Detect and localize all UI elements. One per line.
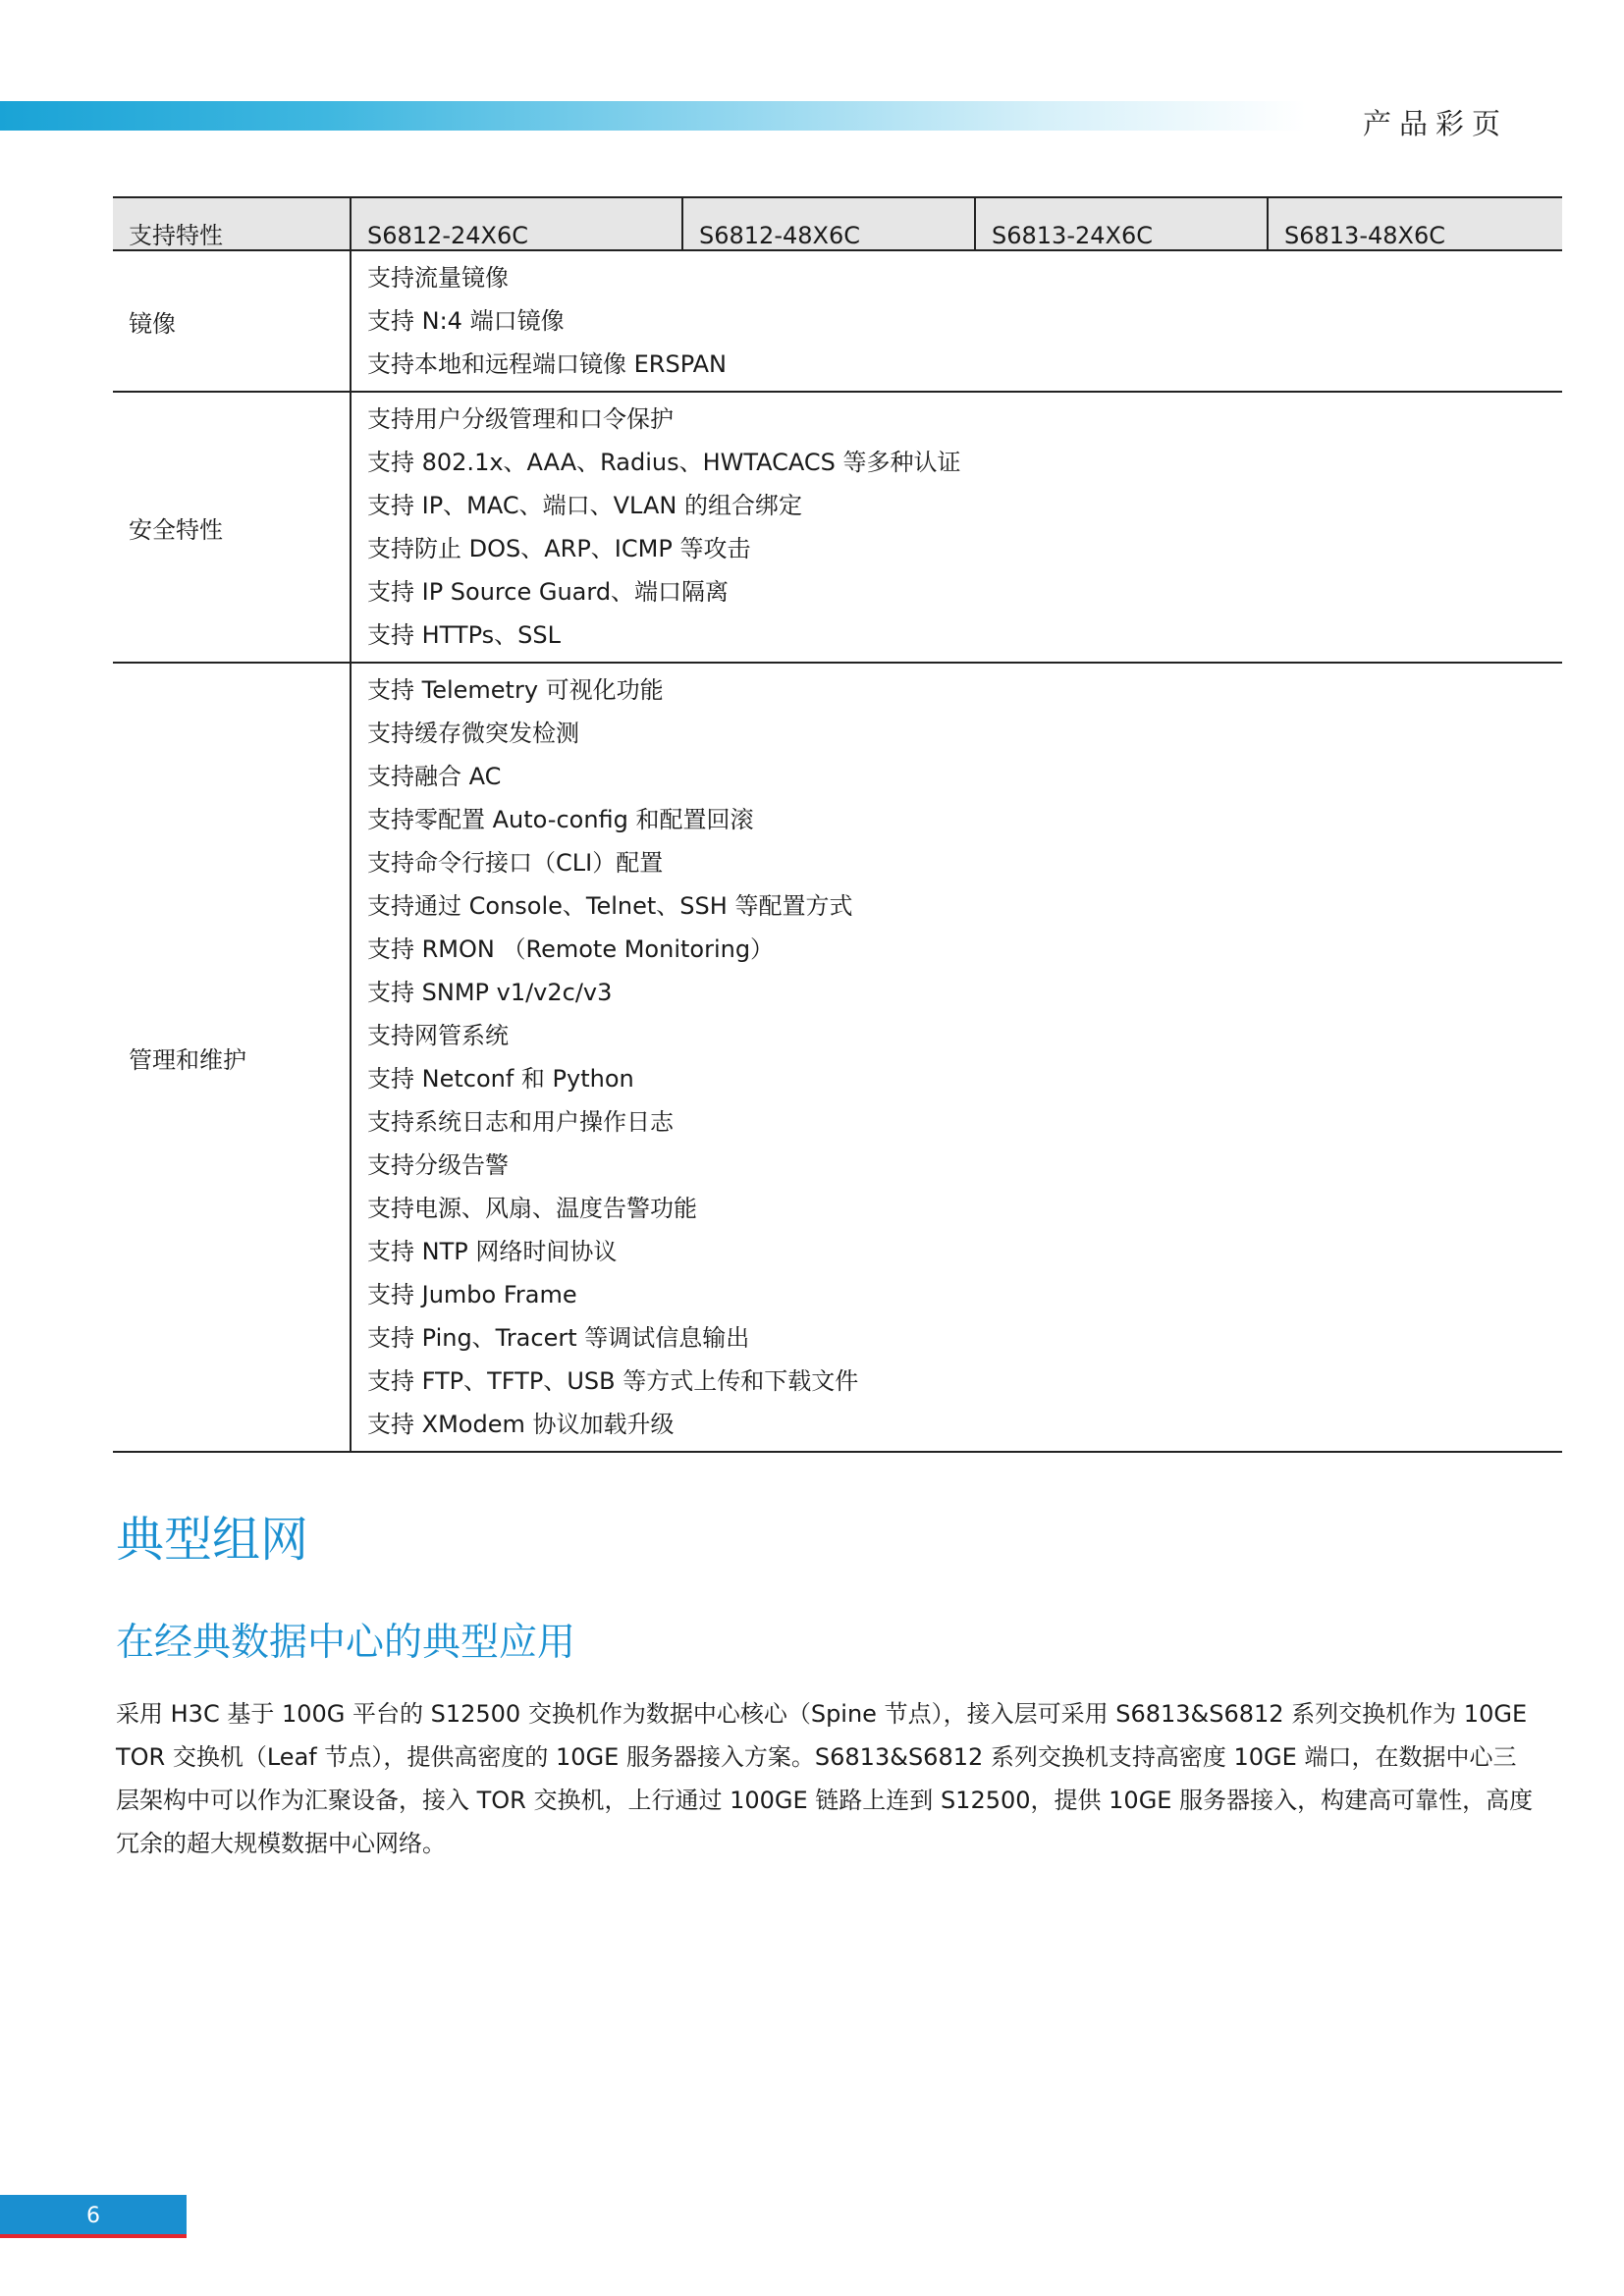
feature-item: 支持 HTTPs、SSL — [367, 621, 561, 649]
feature-item: 支持网管系统 — [367, 1022, 509, 1049]
table-header-row — [113, 197, 1562, 250]
table-row — [113, 392, 1562, 663]
feature-item: 支持电源、风扇、温度告警功能 — [367, 1195, 697, 1222]
feature-item: 支持 Netconf 和 Python — [367, 1065, 634, 1093]
feature-item: 支持命令行接口（CLI）配置 — [367, 849, 664, 877]
page-number: 6 — [0, 2195, 187, 2238]
section-paragraph: 采用 H3C 基于 100G 平台的 S12500 交换机作为数据中心核心（Spine 节点），接入层可采用 S6813&S6812 系列交换机作为 10GE TOR 交换机（Leaf 节点），提供高密度的 10GE 服务器接入方案。S6813&S6812 系列交换机支持高密度 10GE 端口，在数据中心三层架构中可以作为汇聚设备，接入 TOR 交换机，上行通过 100GE 链路上连到 S12500，提供 10GE 服务器接入，构建高可靠性，高度冗余的超大规模数据中心网络。 — [116, 1700, 1534, 1857]
feature-item: 支持分级告警 — [367, 1151, 509, 1179]
column-header-model: S6812-24X6C — [351, 197, 682, 250]
feature-item: 支持 SNMP v1/v2c/v3 — [367, 979, 613, 1006]
section-heading: 典型组网 — [116, 1512, 309, 1568]
table-row — [113, 663, 1562, 1452]
feature-item: 支持通过 Console、Telnet、SSH 等配置方式 — [367, 892, 853, 920]
table-row — [113, 250, 1562, 392]
feature-group-name: 镜像 — [113, 250, 351, 392]
feature-item: 支持本地和远程端口镜像 ERSPAN — [367, 350, 728, 378]
feature-item: 支持 802.1x、AAA、Radius、HWTACACS 等多种认证 — [367, 449, 961, 476]
column-header-model: S6813-24X6C — [975, 197, 1268, 250]
column-header-feature: 支持特性 — [113, 197, 351, 250]
feature-item: 支持 Telemetry 可视化功能 — [367, 676, 664, 704]
feature-list — [351, 663, 1562, 1452]
feature-list — [351, 392, 1562, 663]
feature-item: 支持 NTP 网络时间协议 — [367, 1238, 618, 1265]
feature-item: 支持防止 DOS、ARP、ICMP 等攻击 — [367, 535, 751, 562]
section-subheading: 在经典数据中心的典型应用 — [116, 1621, 576, 1665]
feature-item: 支持 N:4 端口镜像 — [367, 307, 565, 335]
header-title: 产品彩页 — [1362, 107, 1508, 140]
feature-item: 支持流量镜像 — [367, 264, 509, 292]
spec-table — [113, 196, 1562, 1453]
feature-group-name: 安全特性 — [113, 392, 351, 663]
feature-group-name: 管理和维护 — [113, 663, 351, 1452]
feature-item: 支持 IP、MAC、端口、VLAN 的组合绑定 — [367, 492, 802, 519]
feature-item: 支持 FTP、TFTP、USB 等方式上传和下载文件 — [367, 1367, 859, 1395]
column-header-model: S6813-48X6C — [1268, 197, 1562, 250]
feature-item: 支持 IP Source Guard、端口隔离 — [367, 578, 730, 606]
column-header-model: S6812-48X6C — [682, 197, 975, 250]
feature-item: 支持缓存微突发检测 — [367, 720, 579, 747]
feature-item: 支持 XModem 协议加载升级 — [367, 1411, 675, 1438]
feature-item: 支持融合 AC — [367, 763, 502, 790]
feature-item: 支持 Ping、Tracert 等调试信息输出 — [367, 1324, 750, 1352]
feature-item: 支持 RMON （Remote Monitoring） — [367, 935, 775, 963]
feature-item: 支持零配置 Auto-config 和配置回滚 — [367, 806, 754, 833]
feature-item: 支持用户分级管理和口令保护 — [367, 405, 674, 433]
feature-list — [351, 250, 1562, 392]
feature-item: 支持系统日志和用户操作日志 — [367, 1108, 674, 1136]
header-gradient-bar — [0, 101, 1306, 131]
feature-item: 支持 Jumbo Frame — [367, 1281, 577, 1308]
